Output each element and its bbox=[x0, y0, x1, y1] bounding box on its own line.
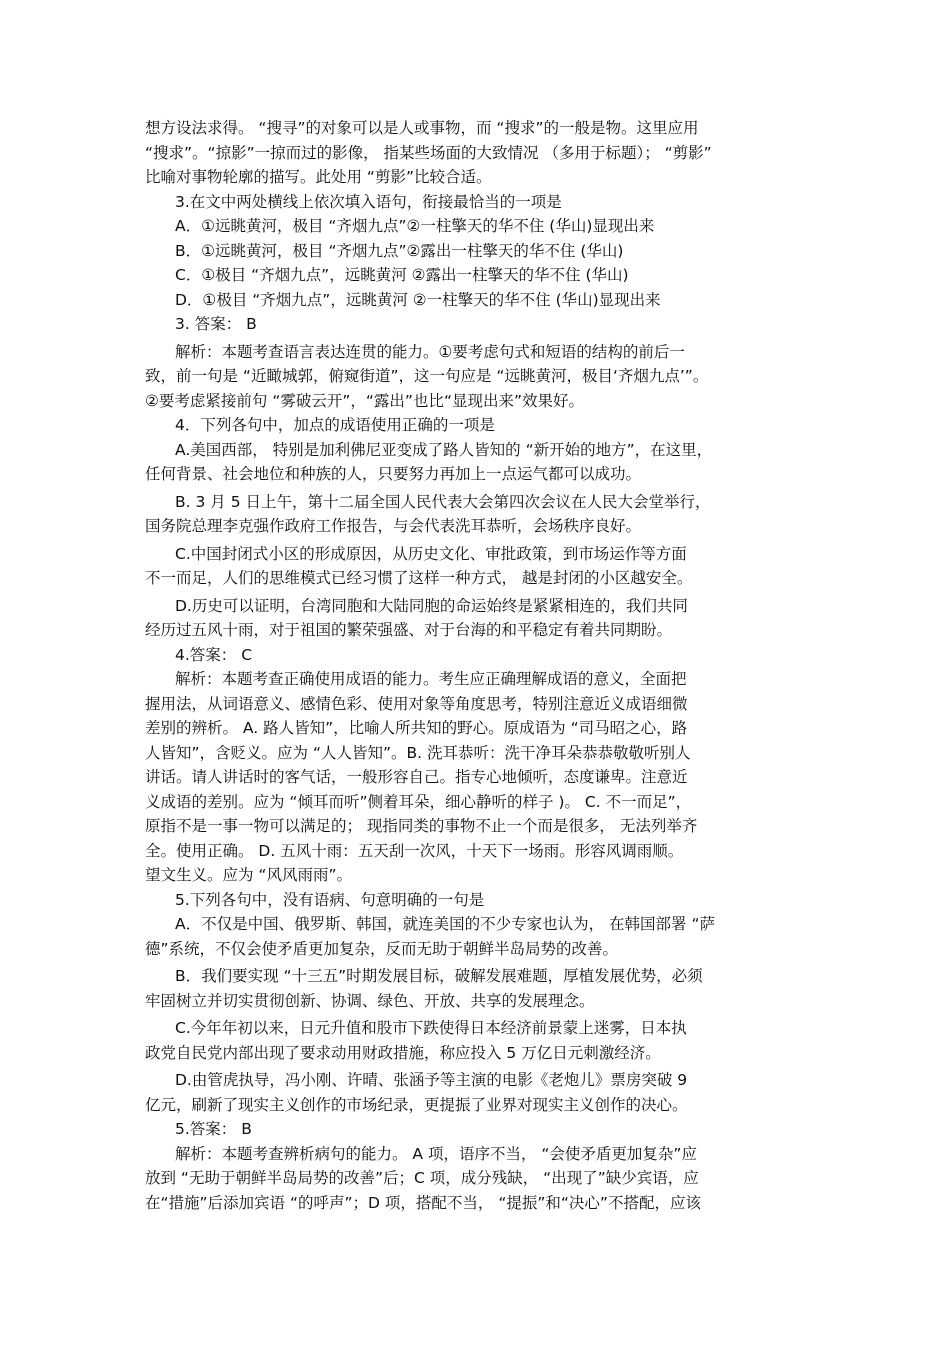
question-4-option-b: B. 3 月 5 日上午，第十二届全国人民代表大会第四次会议在人民大会堂举行， bbox=[175, 492, 711, 511]
text-line: 差别的辨析。 A. 路人皆知”，比喻人所共知的野心。原成语为 “司马昭之心，路 bbox=[145, 719, 688, 737]
text-line: 握用法，从词语意义、感情色彩、使用对象等角度思考，特别注意近义成语细微 bbox=[145, 694, 688, 713]
question-5-stem: 5.下列各句中，没有语病、句意明确的一句是 bbox=[175, 890, 485, 909]
question-4-option-c: C.中国封闭式小区的形成原因，从历史文化、审批政策，到市场运作等方面 bbox=[175, 544, 687, 563]
question-3-option-c: C．①极目 “齐烟九点”，远眺黄河 ②露出一柱擎天的华不住 (华山) bbox=[175, 266, 629, 284]
question-4-answer: 4.答案： C bbox=[175, 645, 253, 664]
question-4-option-d: D.历史可以证明，台湾同胞和大陆同胞的命运始终是紧紧相连的，我们共同 bbox=[175, 596, 688, 615]
question-3-option-a: A．①远眺黄河，极目 “齐烟九点”②一柱擎天的华不住 (华山)显现出来 bbox=[175, 217, 655, 235]
question-5-option-d: D.由管虎执导，冯小刚、许晴、张涵予等主演的电影《老炮儿》票房突破 9 bbox=[175, 1071, 688, 1089]
question-5-answer: 5.答案： B bbox=[175, 1120, 252, 1138]
text-line: 解析：本题考查语言表达连贯的能力。①要考虑句式和短语的结构的前后一 bbox=[175, 342, 685, 361]
question-4-option-a: A.美国西部， 特别是加利佛尼亚变成了路人皆知的 “新开始的地方”，在这里， bbox=[175, 440, 713, 459]
question-5-option-b: B．我们要实现 “十三五”时期发展目标，破解发展难题，厚植发展优势，必须 bbox=[175, 967, 703, 985]
text-line: 德”系统，不仅会使矛盾更加复杂，反而无助于朝鲜半岛局势的改善。 bbox=[145, 939, 619, 958]
text-line: 政党自民党内部出现了要求动用财政措施，称应投入 5 万亿日元刺激经济。 bbox=[145, 1043, 661, 1062]
text-line: 比喻对事物轮廓的描写。此处用 “剪影”比较合适。 bbox=[145, 168, 492, 186]
text-line: 解析：本题考查正确使用成语的能力。考生应正确理解成语的意义，全面把 bbox=[175, 670, 687, 688]
text-line: 不一而足，人们的思维模式已经习惯了这样一种方式， 越是封闭的小区越安全。 bbox=[145, 569, 693, 587]
text-line: 想方设法求得。 “搜寻”的对象可以是人或事物，而 “搜求”的一般是物。这里应用 bbox=[145, 119, 699, 137]
text-line: 致，前一句是 “近瞰城郭，俯窥街道”，这一句应是 “远眺黄河，极目‘齐烟九点’”。 bbox=[145, 367, 709, 385]
text-line: 任何背景、社会地位和种族的人，只要努力再加上一点运气都可以成功。 bbox=[145, 465, 642, 483]
text-line: 牢固树立并切实贯彻创新、协调、绿色、开放、共享的发展理念。 bbox=[145, 991, 595, 1010]
text-line: ②要考虑紧接前句 “雾破云开”，“露出”也比“显现出来”效果好。 bbox=[145, 391, 585, 410]
question-4-stem: 4．下列各句中，加点的成语使用正确的一项是 bbox=[175, 416, 495, 434]
text-line: 望文生义。应为 “风风雨雨”。 bbox=[145, 866, 352, 884]
document-page bbox=[145, 116, 810, 1215]
text-line: 放到 “无助于朝鲜半岛局势的改善”后；C 项，成分残缺， “出现了”缺少宾语，应 bbox=[145, 1169, 699, 1187]
question-3-answer: 3. 答案： B bbox=[175, 315, 257, 333]
text-line: 经历过五风十雨，对于祖国的繁荣强盛、对于台海的和平稳定有着共同期盼。 bbox=[145, 621, 673, 639]
text-line: 在“措施”后添加宾语 “的呼声”；D 项，搭配不当， “提振”和“决心”不搭配，应该 bbox=[145, 1193, 701, 1212]
text-line: 人皆知”，含贬义。应为 “人人皆知”。B. 洗耳恭听：洗干净耳朵恭恭敬敬听别人 bbox=[145, 743, 691, 762]
question-5-option-a: A．不仅是中国、俄罗斯、韩国，就连美国的不少专家也认为， 在韩国部署 “萨 bbox=[175, 915, 715, 933]
question-3-option-d: D．①极目 “齐烟九点”，远眺黄河 ②一柱擎天的华不住 (华山)显现出来 bbox=[175, 290, 661, 309]
text-line: 解析：本题考查辨析病句的能力。 A 项，语序不当， “会使矛盾更加复杂”应 bbox=[175, 1144, 697, 1163]
text-line: 讲话。请人讲话时的客气话，一般形容自己。指专心地倾听，态度谦卑。注意近 bbox=[145, 768, 688, 786]
question-3-option-b: B．①远眺黄河，极目 “齐烟九点”②露出一柱擎天的华不住 (华山) bbox=[175, 241, 624, 260]
text-line: “搜求”。“掠影”一掠而过的影像， 指某些场面的大致情况 （多用于标题）； “剪影” bbox=[145, 143, 712, 162]
text-line: 亿元，刷新了现实主义创作的市场纪录，更提振了业界对现实主义创作的决心。 bbox=[145, 1095, 688, 1114]
text-line: 国务院总理李克强作政府工作报告，与会代表洗耳恭听，会场秩序良好。 bbox=[145, 517, 642, 535]
question-5-option-c: C.今年年初以来，日元升值和股市下跌使得日本经济前景蒙上迷雾，日本执 bbox=[175, 1019, 687, 1037]
text-line: 义成语的差别。应为 “倾耳而听”侧着耳朵，细心静听的样子 )。 C. 不一而足”， bbox=[145, 792, 692, 811]
question-3-stem: 3.在文中两处横线上依次填入语句，衔接最恰当的一项是 bbox=[175, 192, 562, 211]
text-line: 全。使用正确。 D. 五风十雨：五天刮一次风，十天下一场雨。形容风调雨顺。 bbox=[145, 841, 684, 860]
text-line: 原指不是一事一物可以满足的； 现指同类的事物不止一个而是很多， 无法列举齐 bbox=[145, 817, 698, 835]
